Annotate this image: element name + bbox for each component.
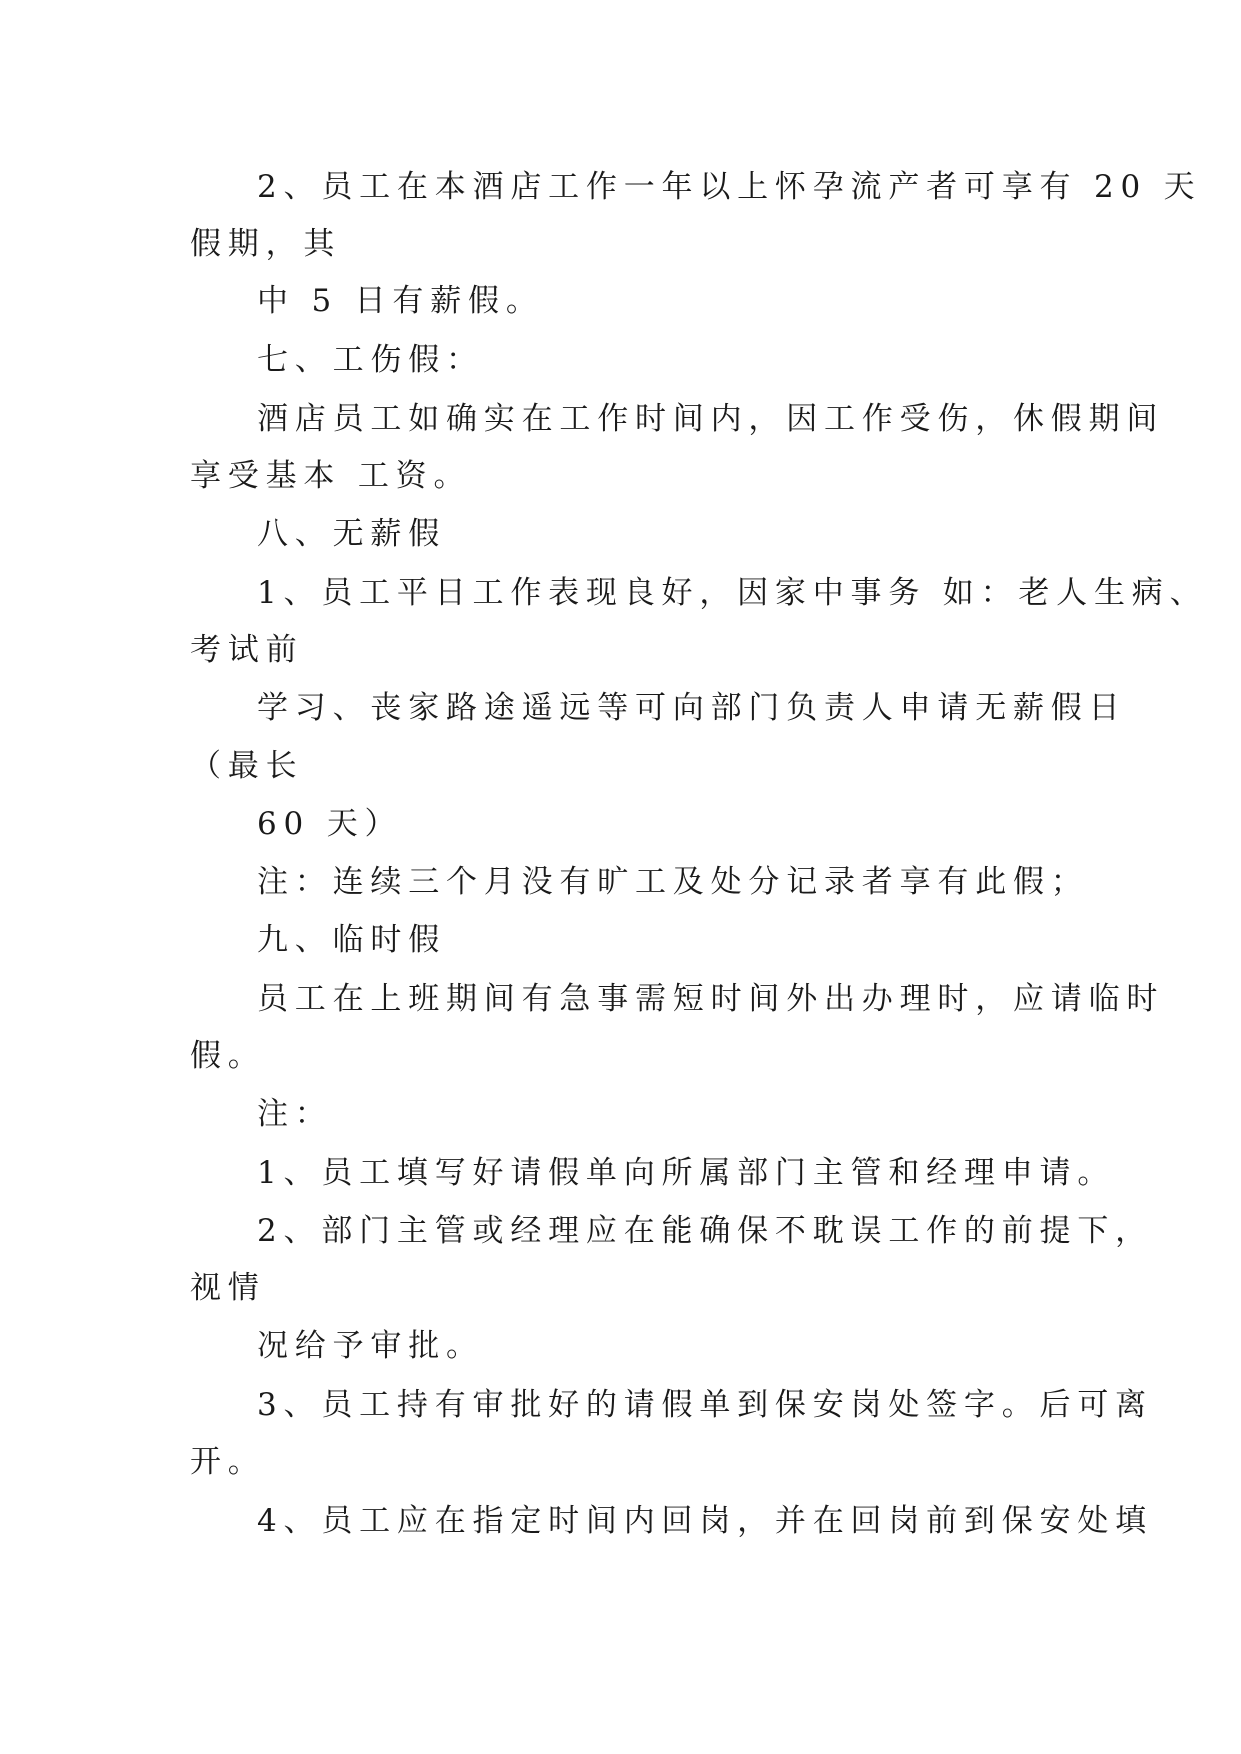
text-line: 员工在上班期间有急事需短时间外出办理时，应请临时 <box>257 981 1165 1017</box>
text-line: 3、员工持有审批好的请假单到保安岗处签字。后可离 <box>257 1387 1153 1423</box>
text-line: 考试前 <box>190 632 304 668</box>
text-line: 视情 <box>190 1270 266 1306</box>
text-line: 2、员工在本酒店工作一年以上怀孕流产者可享有 20 天 <box>257 169 1202 205</box>
text-line: 酒店员工如确实在工作时间内，因工作受伤，休假期间 <box>257 401 1165 437</box>
section-heading: 七、工伤假： <box>257 342 484 378</box>
text-line: 开。 <box>190 1444 266 1480</box>
text-line: 中 5 日有薪假。 <box>257 283 544 319</box>
text-line: 假。 <box>190 1038 266 1074</box>
text-line: 况给予审批。 <box>257 1328 484 1364</box>
text-line: 1、员工平日工作表现良好，因家中事务 如：老人生病、 <box>257 575 1208 611</box>
section-heading: 九、临时假 <box>257 922 446 958</box>
text-line: 学习、丧家路途遥远等可向部门负责人申请无薪假日 <box>257 690 1127 726</box>
text-line: 1、员工填写好请假单向所属部门主管和经理申请。 <box>257 1155 1116 1191</box>
text-line: 享受基本 工资。 <box>190 458 472 494</box>
note-line: 注：连续三个月没有旷工及处分记录者享有此假； <box>257 864 1089 900</box>
text-line: 假期，其 <box>190 226 342 262</box>
text-line: （最长 <box>190 748 304 784</box>
text-line: 4、员工应在指定时间内回岗，并在回岗前到保安处填 <box>257 1503 1153 1539</box>
section-heading: 八、无薪假 <box>257 516 446 552</box>
note-heading: 注： <box>257 1096 333 1132</box>
text-line: 60 天） <box>257 806 403 842</box>
text-line: 2、部门主管或经理应在能确保不耽误工作的前提下， <box>257 1213 1153 1249</box>
